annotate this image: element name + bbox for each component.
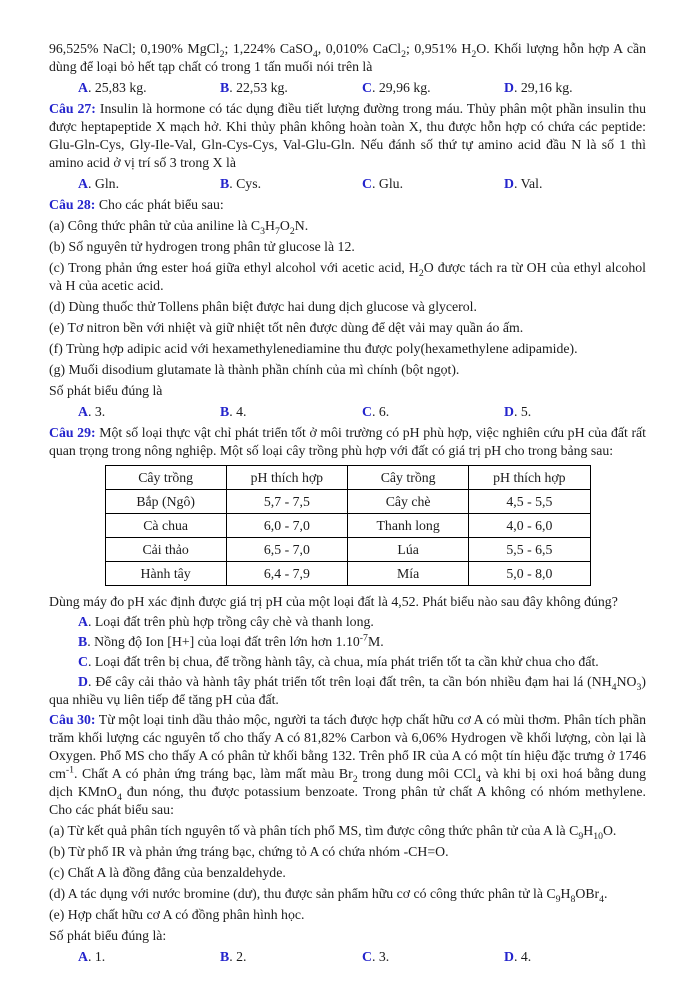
option-separator: . — [87, 80, 95, 95]
q30-statement-c: (c) Chất A là đồng đẳng của benzaldehyde. — [49, 865, 286, 880]
option-text: Để cây cải thảo và hành tây phát triển tốt trên loại đất trên, ta cần bón nhiều đạm hai lá $(NH_4NO_3)$ qua nhiều vụ liên tiếp để tăng pH của đất. — [49, 674, 646, 707]
q26-options-row — [49, 79, 646, 97]
table-cell: 6,5 - 7,0 — [226, 538, 347, 562]
q30-closing: Số phát biểu đúng là: — [49, 928, 167, 943]
ph-table — [105, 465, 591, 586]
option-separator: . — [229, 176, 237, 191]
q28-closing: Số phát biểu đúng là — [49, 383, 163, 398]
option-text: 3. — [378, 949, 390, 964]
q29-option-c — [49, 653, 646, 671]
option-letter-b: B — [78, 634, 88, 649]
option-text: Val. — [520, 176, 543, 191]
table-row — [105, 538, 590, 562]
q27-text — [49, 100, 646, 172]
option-text: 4. — [520, 949, 532, 964]
q29-option-b — [49, 633, 646, 651]
q28-intro: Cho các phát biểu sau: — [98, 197, 224, 212]
table-cell: 6,4 - 7,9 — [226, 562, 347, 586]
q26-option-c — [362, 79, 504, 97]
q29-body: Một số loại thực vật chỉ phát triển tốt ở môi trường có pH phù hợp, việc nghiên cứu pH của đất rất quan trọng trong nông nghiệp. Một số loại cây trồng phù hợp với đất có giá trị pH cho trong bảng sau: — [49, 425, 646, 458]
option-separator: . — [87, 176, 95, 191]
option-separator: . — [229, 404, 237, 419]
option-separator: . — [87, 404, 95, 419]
table-cell: 5,0 - 8,0 — [469, 562, 590, 586]
q29-option-d — [49, 673, 646, 709]
q28-text — [49, 196, 646, 214]
q30-statement-a: (a) Từ kết quả phân tích nguyên tố và phân tích phổ MS, tìm được công thức phân tử của A là $C_9H_{10}O$. — [49, 823, 617, 842]
option-letter-b: B — [220, 176, 230, 191]
q27-option-d — [504, 175, 646, 193]
option-letter-d: D — [78, 674, 88, 689]
table-cell: 5,7 - 7,5 — [226, 490, 347, 514]
q26-body: 96,525% NaCl; 0,190% MgCl$_2$; 1,224% CaSO$_4$, 0,010% CaCl$_2$; 0,951% $H_2O$. Khối lượng hỗn hợp A cần dùng để loại bỏ hết tạp chất có trong 1 tấn muối nói trên là — [49, 41, 647, 74]
table-cell: Cải thảo — [105, 538, 226, 562]
q30-option-b — [220, 948, 362, 966]
option-text: 6. — [378, 404, 390, 419]
q30-text — [49, 711, 646, 819]
q29-label: Câu 29: — [49, 425, 96, 440]
table-cell: Bắp (Ngô) — [105, 490, 226, 514]
option-letter-a: A — [78, 614, 88, 629]
q28-option-b — [220, 403, 362, 421]
q28-statement-f: (f) Trùng hợp adipic acid với hexamethylenediamine thu được poly(hexamethylene adipamide). — [49, 341, 578, 356]
table-cell: Hành tây — [105, 562, 226, 586]
option-text: Gln. — [94, 176, 120, 191]
q29-after-table-text: Dùng máy đo pH xác định được giá trị pH của một loại đất là 4,52. Phát biểu nào sau đây không đúng? — [49, 594, 618, 609]
table-cell: 4,0 - 6,0 — [469, 514, 590, 538]
option-separator: . — [229, 80, 237, 95]
q29-text — [49, 424, 646, 460]
option-text: Nồng độ Ion [H+] của loại đất trên lớn hơn $1.10^{-7}M$. — [94, 632, 384, 649]
option-letter-c: C — [362, 949, 372, 964]
q30-option-d — [504, 948, 646, 966]
table-cell: 6,0 - 7,0 — [226, 514, 347, 538]
q28-label: Câu 28: — [49, 197, 96, 212]
q30-body: Từ một loại tinh dầu thảo mộc, người ta tách được hợp chất hữu cơ A có mùi thơm. Phân tích phần trăm khối lượng các nguyên tố cho thấy A có 81,82% Carbon và 6,06% Hydrogen về khối lượng, còn lại là Oxygen. Phổ MS cho thấy A có phân tử khối bằng 132. Trên phổ IR của A có một tín hiệu đặc trưng ở 1746 $cm^{-1}$. Chất A có phản ứng tráng bạc, làm mất màu $Br_2$ trong dung môi CCl$_4$ và khi bị oxi hoá bằng dung dịch KMnO$_4$ đun nóng, thu được potassium benzoate. Trong phân tử chất A không có nhóm methylene. Cho các phát biểu sau: — [49, 712, 647, 817]
q27-body: Insulin là hormone có tác dụng điều tiết lượng đường trong máu. Thủy phân một phần insulin thu được heptapeptide X mạch hở. Khi thủy phân không hoàn toàn X, thu được hỗn hợp có chứa các peptide: Glu-Gln-Cys, Gly-Ile-Val, Gln-Cys-Cys, Val-Glu-Gln. Nếu đánh số thứ tự amino acid đầu N là số 1 thì amino acid ở vị trí số 3 trong X là — [49, 101, 646, 170]
q27-option-b — [220, 175, 362, 193]
q26-continuation-text — [49, 40, 646, 76]
table-cell: Thanh long — [348, 514, 469, 538]
q30-options-row — [49, 948, 646, 966]
option-letter-a: A — [78, 949, 88, 964]
q26-option-d — [504, 79, 646, 97]
q28-options-row — [49, 403, 646, 421]
q28-statement-a: (a) Công thức phân tử của aniline là $C_3H_7O_2N$. — [49, 218, 309, 237]
q30-option-a — [78, 948, 220, 966]
option-letter-d: D — [504, 949, 514, 964]
option-separator: . — [87, 614, 95, 629]
q28-option-a — [78, 403, 220, 421]
q27-options-row — [49, 175, 646, 193]
q28-statement-c: (c) Trong phản ứng ester hoá giữa ethyl alcohol với acetic acid, $H_2O$ được tách ra từ OH của ethyl alcohol và H của acetic acid. — [49, 260, 646, 293]
option-letter-b: B — [220, 404, 230, 419]
q30-label: Câu 30: — [49, 712, 96, 727]
q27-option-a — [78, 175, 220, 193]
option-letter-d: D — [504, 80, 514, 95]
option-separator: . — [229, 949, 237, 964]
table-cell: Cây chè — [348, 490, 469, 514]
q28-option-c — [362, 403, 504, 421]
q30-option-c — [362, 948, 504, 966]
q28-option-d — [504, 403, 646, 421]
option-letter-d: D — [504, 404, 514, 419]
option-text: Glu. — [378, 176, 404, 191]
table-cell: Lúa — [348, 538, 469, 562]
option-text: Loại đất trên bị chua, để trồng hành tây, cà chua, mía phát triển tốt ta cần khử chua cho đất. — [94, 654, 599, 669]
option-separator: . — [87, 634, 95, 649]
table-header-cell: pH thích hợp — [226, 466, 347, 490]
table-row — [105, 514, 590, 538]
option-letter-c: C — [362, 404, 372, 419]
q27-option-c — [362, 175, 504, 193]
option-separator: . — [371, 949, 379, 964]
option-letter-b: B — [220, 80, 230, 95]
q28-statement-b: (b) Số nguyên tử hydrogen trong phân tử glucose là 12. — [49, 239, 355, 254]
option-text: 22,53 kg. — [236, 80, 288, 95]
table-row — [105, 562, 590, 586]
option-separator: . — [371, 176, 379, 191]
option-separator: . — [513, 404, 521, 419]
option-letter-a: A — [78, 176, 88, 191]
table-header-cell: Cây trồng — [105, 466, 226, 490]
q26-option-b — [220, 79, 362, 97]
table-header-cell: Cây trồng — [348, 466, 469, 490]
option-letter-c: C — [362, 176, 372, 191]
q28-statement-g: (g) Muối disodium glutamate là thành phần chính của mì chính (bột ngọt). — [49, 362, 460, 377]
option-letter-a: A — [78, 80, 88, 95]
table-cell: 5,5 - 6,5 — [469, 538, 590, 562]
q29-option-a — [49, 613, 646, 631]
option-text: 5. — [520, 404, 532, 419]
table-cell: Mía — [348, 562, 469, 586]
option-separator: . — [513, 80, 521, 95]
option-letter-b: B — [220, 949, 230, 964]
option-letter-d: D — [504, 176, 514, 191]
option-text: 29,96 kg. — [378, 80, 431, 95]
option-separator: . — [513, 949, 521, 964]
q27-label: Câu 27: — [49, 101, 96, 116]
table-cell: Cà chua — [105, 514, 226, 538]
option-text: 1. — [94, 949, 106, 964]
option-text: 25,83 kg. — [94, 80, 147, 95]
option-text: 3. — [94, 404, 106, 419]
q28-statement-d: (d) Dùng thuốc thử Tollens phân biệt được hai dung dịch glucose và glycerol. — [49, 299, 477, 314]
q30-statement-d: (d) A tác dụng với nước bromine (dư), thu được sản phẩm hữu cơ có công thức phân tử là $C_9H_8OBr_4$. — [49, 886, 608, 905]
q30-statement-b: (b) Từ phổ IR và phản ứng tráng bạc, chứng tỏ A có chứa nhóm -CH=O. — [49, 844, 449, 859]
ph-table-header-row — [105, 466, 590, 490]
option-separator: . — [371, 404, 379, 419]
option-separator: . — [87, 674, 96, 689]
table-header-cell: pH thích hợp — [469, 466, 590, 490]
option-separator: . — [371, 80, 379, 95]
option-separator: . — [87, 949, 95, 964]
q30-statement-e: (e) Hợp chất hữu cơ A có đồng phân hình học. — [49, 907, 305, 922]
table-row — [105, 490, 590, 514]
option-letter-c: C — [362, 80, 372, 95]
q26-option-a — [78, 79, 220, 97]
option-letter-c: C — [78, 654, 88, 669]
option-letter-a: A — [78, 404, 88, 419]
option-text: 4. — [236, 404, 247, 419]
option-separator: . — [87, 654, 95, 669]
option-text: 29,16 kg. — [520, 80, 573, 95]
option-separator: . — [513, 176, 521, 191]
q28-statement-e: (e) Tơ nitron bền với nhiệt và giữ nhiệt tốt nên được dùng để dệt vải may quần áo ấm. — [49, 320, 524, 335]
table-cell: 4,5 - 5,5 — [469, 490, 590, 514]
option-text: 2. — [236, 949, 247, 964]
option-text: Loại đất trên phù hợp trồng cây chè và thanh long. — [94, 614, 374, 629]
option-text: Cys. — [236, 176, 262, 191]
